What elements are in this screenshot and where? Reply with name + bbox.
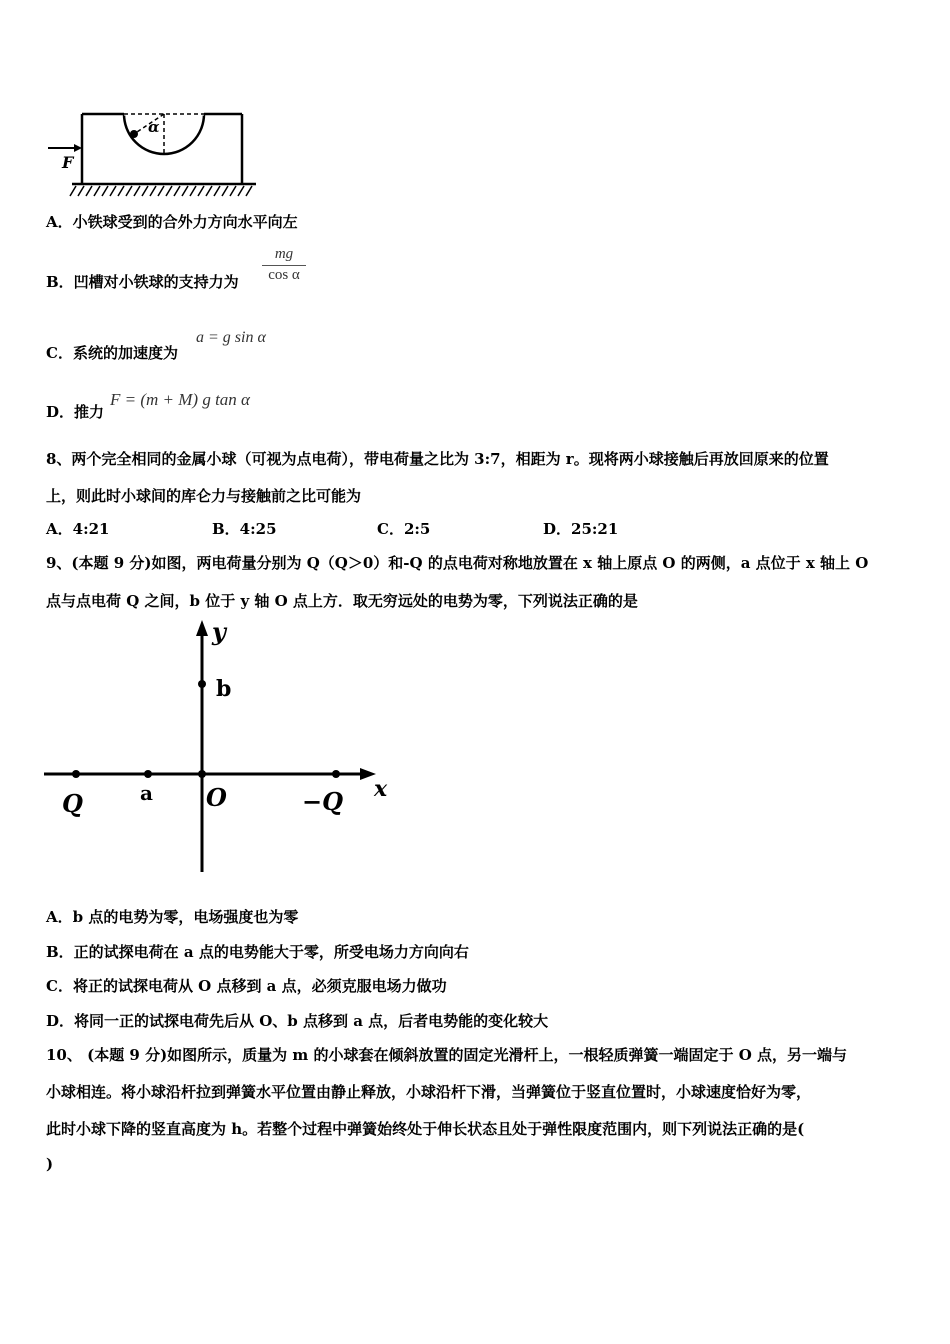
q9-option-a: A．b 点的电势为零，电场强度也为零 [46,908,299,926]
q8-option-d: D．25:21 [543,520,619,538]
charge-q-label: Q [62,789,83,818]
q10-stem-line4: ) [46,1155,54,1173]
q7-option-a: A．小铁球受到的合外力方向水平向左 [46,213,298,231]
force-label: F [62,153,74,172]
q7-option-b-fraction [262,246,306,284]
q7-option-c-formula: a = g sin α [196,329,266,346]
origin-marker [198,770,206,778]
q7-option-b-label: B．凹槽对小铁球的支持力为 [46,273,239,291]
point-b-label: b [216,676,232,702]
q7-option-d [46,401,104,422]
q8-option-c: C．2:5 [377,520,431,538]
charge-axes-figure [40,616,400,876]
origin-label: O [206,783,227,812]
q10-stem-line2: 小球相连。将小球沿杆拉到弹簧水平位置由静止释放，小球沿杆下滑，当弹簧位于竖直位置时，小球速度恰好为零， [46,1083,812,1101]
x-axis-label: x [374,776,388,802]
charge-negq-marker [332,770,340,778]
q9-stem-line2: 点与点电荷 Q 之间，b 位于 y 轴 O 点上方．取无穷远处的电势为零，下列说法正确的是 [46,592,638,610]
q9-stem-line1: 9、(本题 9 分)如图，两电荷量分别为 Q（Q＞0）和-Q 的点电荷对称地放置在 x 轴上原点 O 的两侧，a 点位于 x 轴上 O [46,554,869,572]
q9-option-d: D．将同一正的试探电荷先后从 O、b 点移到 a 点，后者电势能的变化较大 [46,1012,549,1030]
fraction-numerator: mg [262,246,306,266]
fraction-denominator: cos α [268,267,300,283]
charge-negq-label: −Q [302,787,344,816]
point-b-marker [198,680,206,688]
q7-option-d-formula: F = (m + M) g tan α [110,390,250,409]
q8-stem-line2: 上，则此时小球间的库仑力与接触前之比可能为 [46,487,362,505]
angle-label: α [148,118,160,136]
q8-option-b: B．4:25 [212,520,277,538]
q10-stem-line3: 此时小球下降的竖直高度为 h。若整个过程中弹簧始终处于伸长状态且处于弹性限度范围内，则下列说法正确的是( [46,1120,805,1138]
q8-option-a: A．4:21 [46,520,110,538]
q9-option-c: C．将正的试探电荷从 O 点移到 a 点，必须克服电场力做功 [46,977,447,995]
y-axis-label: y [212,617,226,646]
q7-option-d-label: D．推力 [46,403,105,421]
q7-option-c [46,342,178,363]
q9-option-b: B．正的试探电荷在 a 点的电势能大于零，所受电场力方向向右 [46,943,469,961]
charge-q-marker [72,770,80,778]
q7-option-c-label: C．系统的加速度为 [46,344,178,362]
q7-option-b [46,271,239,292]
q8-stem-line1: 8、两个完全相同的金属小球（可视为点电荷），带电荷量之比为 3:7，相距为 r。现将两小球接触后再放回原来的位置 [46,450,829,468]
point-a-label: a [140,781,153,805]
groove-block-figure [46,104,266,200]
q10-stem-line1: 10、 (本题 9 分)如图所示，质量为 m 的小球套在倾斜放置的固定光滑杆上，一根轻质弹簧一端固定于 O 点，另一端与 [46,1046,848,1064]
point-a-marker [144,770,152,778]
